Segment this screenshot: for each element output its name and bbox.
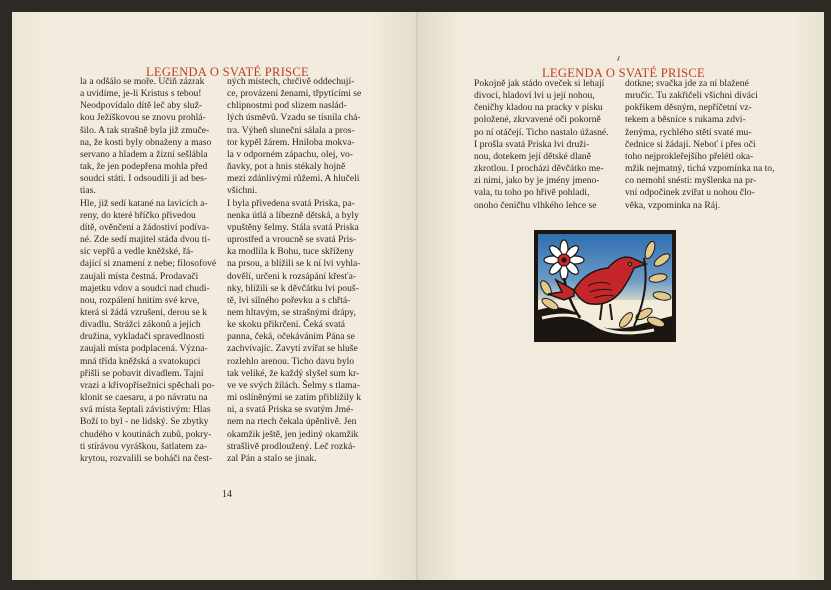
text-line: servano a hladem a žízní sešlábla [80, 148, 208, 160]
text-line: zaujali místa čestná. Prodavači [80, 270, 199, 282]
text-line: zachvívajíc. Zavytí zvířat se hluše [227, 343, 358, 355]
text-line: la a odšálo se moře. Učiň zázrak [80, 76, 205, 87]
text-line: tak, že jen podepřena mohla před [80, 161, 208, 173]
text-line: mi oslíněnými se zatím přiblížily k [227, 392, 362, 404]
right-column-2 [625, 78, 775, 212]
text-line: věka, vzpomínka na Ráj. [625, 199, 721, 211]
text-line: mná třída kněžská a svatokupci [80, 355, 201, 367]
text-line: na prsou, a blížili se k ní lvi vyhla- [227, 258, 361, 270]
text-line: čeničhy kladou na pracky v písku [474, 102, 603, 114]
text-line: po ní otáčejí. Ticho nastalo úžasné. [474, 126, 609, 138]
text-line: nem hltavým, se strašnými drápy, [227, 306, 356, 318]
text-line: Neodpovídalo dítě leč aby služ- [80, 100, 203, 112]
text-line: ženýma, rychlého stětí svaté mu- [625, 126, 752, 138]
text-line: nou, rozpálení hnitím své krve, [80, 294, 200, 306]
right-page [418, 12, 824, 580]
text-line: tra. Výheň sluneční sálala a pros- [227, 124, 355, 136]
text-line: sic vepřů a vedle kněžské, řá- [80, 246, 194, 258]
text-line: reny, do které bříčko přivedou [80, 209, 196, 221]
text-line: ka modlila k Bohu, tuce skříženy [227, 246, 354, 258]
text-line: I byla přivedena svatá Priska, pa- [227, 197, 355, 209]
text-line: divadlu. Strážci zákonů a jejich [80, 319, 201, 331]
text-line: vrazi a křivopřísežníci spěchali po- [80, 379, 215, 391]
text-line: ve ve svých žilách. Šelmy s tlama- [227, 379, 360, 391]
running-head: LEGENDA O SVATÉ PRISCE [146, 65, 309, 79]
text-line: dítě, ověnčení a žádostiví podíva- [80, 221, 210, 233]
pencil-mark [617, 56, 620, 61]
text-line: soudci státi. I odsoudili ji ad bes- [80, 173, 208, 185]
text-line: strašlivě prodloužený. Leč rozká- [227, 440, 356, 452]
text-line: tak veliké, že každý slyšel sum kr- [227, 367, 360, 379]
text-line: tor kypěl žárem. Hniloba mokva- [227, 136, 355, 148]
text-line: lých úsměvů. Vzadu se tísnila chá- [227, 112, 361, 124]
text-line: vní odpočinek zvířat u nohou člo- [625, 187, 755, 199]
text-line: dající si znamení z nebe; filosofové [80, 258, 217, 270]
text-line: na, že kosti byly obnaženy a maso [80, 136, 212, 148]
text-line: onoho čeničhu vlhkého lehce se [474, 199, 597, 211]
text-line: I prošla svatá Priska lvi druži- [474, 138, 590, 150]
text-line: svá místa šeptali závistivým: Hlas [80, 404, 211, 416]
text-line: co nemohl snésti: myšlenka na pr- [625, 175, 757, 187]
text-line: panna, čeká, očekáváním Pána se [227, 331, 355, 343]
bird-and-flower-woodcut-icon [534, 230, 676, 342]
text-line: nenka útlá a líbezně dětská, a byly [227, 209, 359, 221]
text-line: vala, tu toho po hřivě pohladí, [474, 187, 590, 199]
text-line: dovělí, určeni k rozsápání křesťa- [227, 270, 357, 282]
text-line: okamžik ještě, jen jediný okamžik [227, 428, 359, 440]
text-line: ke skoku přikrčení. Čeká svatá [227, 319, 346, 331]
text-line: přišli se pobavit divadlem. Tajní [80, 367, 204, 379]
left-page [12, 12, 418, 580]
text-line: zkrotlou. I procházi děvčátko me- [474, 163, 604, 175]
text-line: tě, lvi silného pořevku a s chřtá- [227, 294, 351, 306]
text-line: tias. [80, 185, 96, 197]
text-line: toho nejprokleřejšího přelétl oka- [625, 150, 754, 162]
text-line: krytou, rozvalili se boháči na čest- [80, 452, 213, 464]
text-line: ní, a svatá Priska se svatým Jmé- [227, 404, 354, 416]
text-line: všichni. [227, 185, 258, 197]
text-line: Hle, již sedí katané na lavicích a- [80, 197, 208, 209]
text-line: ňavky, pot a hnis stékaly hojně [227, 161, 346, 173]
text-line: šilo. A tak strašně byla již zmuče- [80, 124, 210, 136]
text-line: která si žádá vzrušení, derou se k [80, 306, 208, 318]
text-line: ce, provázeni ženami, třpytícími se [227, 88, 362, 100]
text-line: dotkne; svačka jde za ní blažené [625, 78, 749, 89]
text-line: divocí, hladoví lvi u její nohou, [474, 90, 595, 102]
text-line: né. Zde sedí majitel stáda dvou ti- [80, 234, 211, 246]
text-line: ných místech, chrčivě oddechují- [227, 76, 355, 87]
text-line: uprostřed a vroucně se svatá Pris- [227, 234, 357, 246]
page-number: 14 [222, 489, 232, 500]
text-line: pokřikem děsným, nepříčetní vz- [625, 102, 752, 114]
text-line: nou, dotekem její dětské dlaně [474, 150, 591, 162]
text-line: mručíc. Tu zakřičeli všichni diváci [625, 90, 758, 102]
running-head: LEGENDA O SVATÉ PRISCE [542, 66, 705, 80]
text-line: zi nimi, jako by je jmény jmeno- [474, 175, 600, 187]
text-line: čednice si žádají. Neboť i přes oči [625, 138, 756, 150]
text-line: rozlehlo arenou. Ticho davu bylo [227, 355, 355, 367]
text-line: chudého v koutinách zubů, pokry- [80, 428, 212, 440]
left-column-2 [227, 76, 375, 465]
text-line: Pokojně jak stádo oveček si lehají [474, 78, 605, 89]
text-line: zaujali místa podplacená. Význa- [80, 343, 208, 355]
text-line: kou Ježíškovou se znovu prohlá- [80, 112, 206, 124]
text-line: zal Pán a stalo se jinak. [227, 452, 317, 464]
text-line: Boží to byl - ne lidský. Se zbytky [80, 416, 209, 428]
text-line: mezi zdánlivými růžemi. A hlučeli [227, 173, 360, 185]
text-line: majetku vdov a soudci nad chudi- [80, 282, 210, 294]
text-line: nky, blížili se k děvčátku lvi pouš- [227, 282, 359, 294]
text-line: družina, vykladači spravedlnosti [80, 331, 205, 343]
right-column-1 [474, 78, 619, 212]
book-spread [12, 12, 824, 580]
left-column-1 [80, 76, 222, 465]
text-line: chlipnostmi pod slizem naslád- [227, 100, 347, 112]
text-line: vpuštěny šelmy. Stála svatá Priska [227, 221, 359, 233]
text-line: mžik nejmatný, tichá vzpomínka na to, [625, 163, 775, 175]
text-line: tekem a běsníce s rukama zdvi- [625, 114, 746, 126]
text-line: la v odporném zápachu, olej, vo- [227, 148, 354, 160]
text-line: klonit se caesaru, a po návratu na [80, 392, 208, 404]
text-line: ti stírávou vyráškou, šatlatem za- [80, 440, 208, 452]
text-line: nem na rtech čekala úpěnlivě. Jen [227, 416, 357, 428]
text-line: a uvidíme, je-li Kristus s tebou! [80, 88, 202, 100]
text-line: položené, zkrvavené oči pokorně [474, 114, 601, 126]
